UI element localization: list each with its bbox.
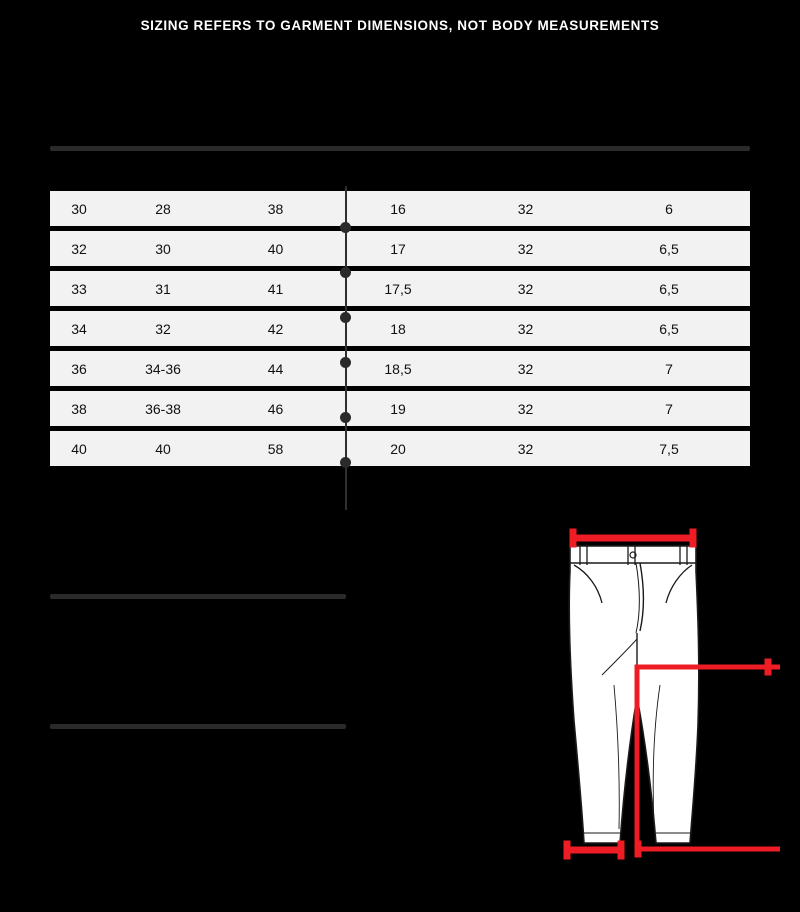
table-row <box>50 191 750 226</box>
cell-inseam: 32 <box>463 311 588 346</box>
cell-rise: 17,5 <box>333 271 463 306</box>
cell-hem: 7 <box>588 391 750 426</box>
cell-inseam: 32 <box>463 231 588 266</box>
cell-waist: 32 <box>108 311 218 346</box>
divider-dot <box>340 357 351 368</box>
cell-size: 34 <box>50 311 108 346</box>
cell-hem: 7 <box>588 351 750 386</box>
cell-inseam: 32 <box>463 271 588 306</box>
cell-hem: 6,5 <box>588 271 750 306</box>
table-row <box>50 431 750 466</box>
cell-size: 38 <box>50 391 108 426</box>
cell-rise: 20 <box>333 431 463 466</box>
cell-hip: 46 <box>218 391 333 426</box>
size-table <box>50 186 750 471</box>
cell-waist: 40 <box>108 431 218 466</box>
cell-waist: 28 <box>108 191 218 226</box>
cell-size: 32 <box>50 231 108 266</box>
cell-hip: 38 <box>218 191 333 226</box>
header-rule <box>50 146 750 151</box>
cell-hem: 7,5 <box>588 431 750 466</box>
table-row <box>50 231 750 266</box>
cell-size: 30 <box>50 191 108 226</box>
cell-inseam: 32 <box>463 191 588 226</box>
cell-waist: 30 <box>108 231 218 266</box>
trousers-technical-drawing <box>540 525 780 875</box>
cell-hem: 6,5 <box>588 231 750 266</box>
section-rule-lower <box>50 724 346 729</box>
cell-rise: 17 <box>333 231 463 266</box>
cell-rise: 18,5 <box>333 351 463 386</box>
cell-rise: 16 <box>333 191 463 226</box>
cell-size: 33 <box>50 271 108 306</box>
cell-waist: 34-36 <box>108 351 218 386</box>
table-row <box>50 311 750 346</box>
section-rule-upper <box>50 594 346 599</box>
divider-dot <box>340 412 351 423</box>
cell-hip: 40 <box>218 231 333 266</box>
size-table-body <box>50 191 750 466</box>
cell-hem: 6 <box>588 191 750 226</box>
cell-hip: 58 <box>218 431 333 466</box>
divider-dot <box>340 267 351 278</box>
cell-inseam: 32 <box>463 431 588 466</box>
page-title: SIZING REFERS TO GARMENT DIMENSIONS, NOT BODY MEASUREMENTS <box>140 18 660 33</box>
table-row <box>50 271 750 306</box>
cell-waist: 31 <box>108 271 218 306</box>
cell-inseam: 32 <box>463 351 588 386</box>
cell-waist: 36-38 <box>108 391 218 426</box>
cell-size: 36 <box>50 351 108 386</box>
table-row <box>50 351 750 386</box>
table-row <box>50 391 750 426</box>
cell-hip: 42 <box>218 311 333 346</box>
cell-size: 40 <box>50 431 108 466</box>
cell-hem: 6,5 <box>588 311 750 346</box>
cell-rise: 18 <box>333 311 463 346</box>
divider-dot <box>340 457 351 468</box>
cell-hip: 44 <box>218 351 333 386</box>
divider-dot <box>340 312 351 323</box>
cell-rise: 19 <box>333 391 463 426</box>
divider-dot <box>340 222 351 233</box>
cell-hip: 41 <box>218 271 333 306</box>
cell-inseam: 32 <box>463 391 588 426</box>
